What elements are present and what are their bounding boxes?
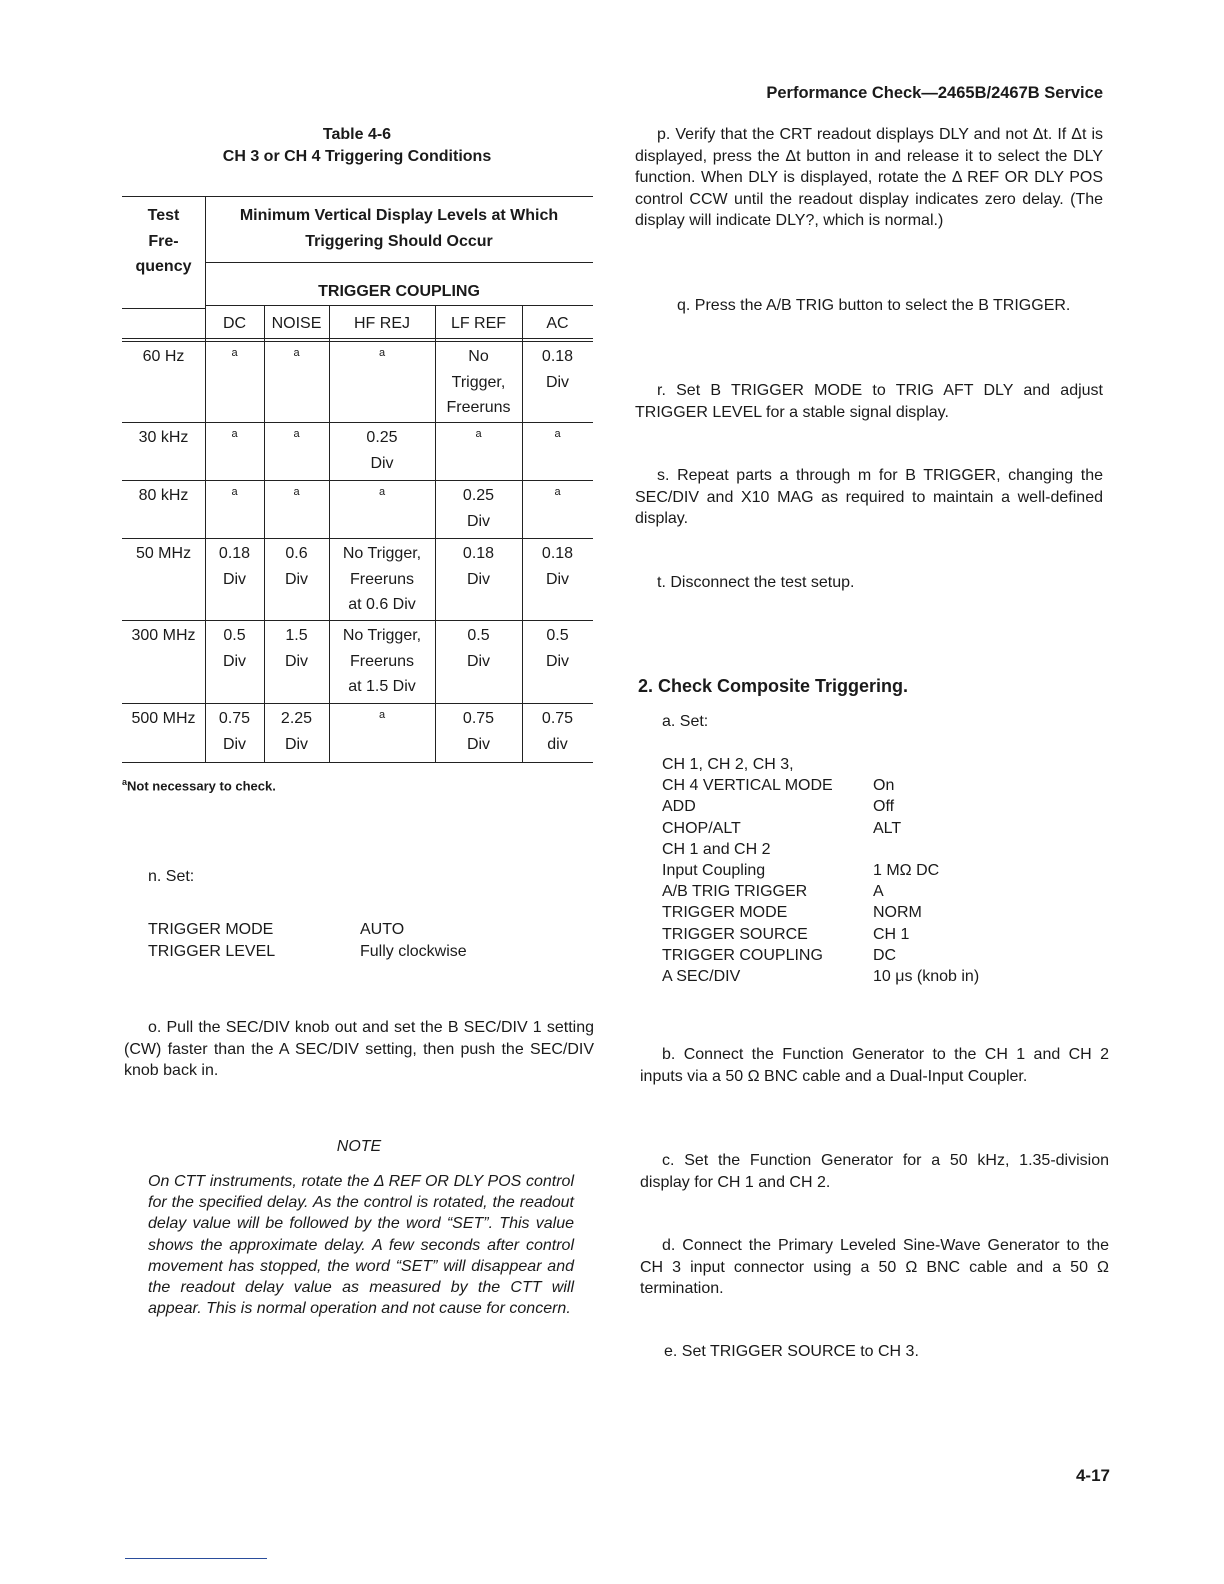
table-cell: Div	[370, 454, 394, 472]
vertical-levels-header: Triggering Should Occur	[305, 232, 493, 250]
setting-value: DC	[873, 946, 897, 964]
setting-name: TRIGGER MODE	[662, 904, 788, 922]
table-cell: Div	[466, 570, 491, 588]
bottom-rule	[125, 1558, 267, 1559]
setting-name: CHOP/ALT	[662, 819, 741, 837]
setting-name: TRIGGER COUPLING	[662, 946, 823, 964]
column-header: HF REJ	[354, 315, 410, 332]
table-cell: Freeruns	[349, 652, 415, 670]
column-header: NOISE	[271, 315, 322, 332]
table-cell: 0.75	[462, 710, 495, 727]
step-c-text: c. Set the Function Generator for a 50 kHz, 1.35-division display for CH 1 and CH 2.	[640, 1152, 1109, 1191]
frequency-cell: 30 kHz	[138, 429, 189, 446]
frequency-cell: 50 MHz	[135, 545, 192, 562]
step-r-text: r. Set B TRIGGER MODE to TRIG AFT DLY and adjust TRIGGER LEVEL for a stable signal display.	[635, 382, 1103, 421]
table-cell: Div	[545, 373, 570, 391]
setting-name: CH 1 and CH 2	[662, 840, 771, 858]
table-cell: Div	[284, 652, 309, 670]
test-frequency-header: quency	[135, 258, 192, 275]
step-s-text: s. Repeat parts a through m for B TRIGGER, changing the SEC/DIV and X10 MAG as required to maintain a well-defined display.	[635, 467, 1103, 527]
test-frequency-header: Test	[147, 207, 180, 224]
table-cell: Freeruns	[446, 399, 511, 416]
table-cell: No	[468, 348, 489, 365]
table-cell: Freeruns	[349, 570, 415, 588]
table-cell: Div	[222, 735, 247, 753]
note-text: On CTT instruments, rotate the Δ REF OR DLY POS control for the specified delay. As the control is rotated, the readout delay value will be followed by the word “SET”. This value shows the approximate delay. A few seconds after control movement has stopped, the word “SET” will disappear and the readout delay value as measured by the CTT will appear. This is normal operation and not cause for concern.	[148, 1173, 574, 1318]
step-b-text: b. Connect the Function Generator to the CH 1 and CH 2 inputs via a 50 Ω BNC cable and a Dual-Input Coupler.	[640, 1046, 1109, 1085]
not-necessary-marker: a	[378, 486, 386, 498]
not-necessary-marker: a	[231, 347, 238, 359]
step-a-label: a. Set:	[662, 713, 709, 730]
section-heading: 2. Check Composite Triggering.	[638, 676, 909, 696]
table-cell: 0.18	[541, 348, 574, 365]
table-cell: No Trigger,	[342, 545, 422, 562]
table-cell: Trigger,	[451, 373, 506, 391]
not-necessary-marker: a	[293, 428, 300, 440]
table-cell: Div	[466, 735, 491, 753]
table-cell: 0.75	[218, 710, 251, 727]
setting-name: CH 1, CH 2, CH 3,	[662, 756, 794, 773]
table-rule	[205, 262, 593, 263]
table-cell: 0.75	[541, 710, 574, 727]
table-cell: Div	[466, 652, 491, 670]
not-necessary-marker: a	[293, 347, 300, 359]
setting-name: ADD	[662, 798, 696, 816]
not-necessary-marker: a	[475, 428, 482, 440]
vertical-levels-header: Minimum Vertical Display Levels at Which	[239, 207, 559, 224]
table-top-rule	[122, 196, 593, 197]
step-p-text: p. Verify that the CRT readout displays DLY and not Δt. If Δt is displayed, press the Δt button in and release it to select the DLY function. When DLY is displayed, rotate the Δ REF OR DLY POS control CCW until the readout display indicates zero delay. (The display will indicate DLY?, which is normal.)	[635, 126, 1103, 229]
table-rule	[122, 308, 205, 309]
table-cell: div	[547, 735, 568, 753]
step-d-text: d. Connect the Primary Leveled Sine-Wave Generator to the CH 3 input connector using a 50 Ω BNC cable and a 50 Ω termination.	[640, 1237, 1109, 1297]
setting-value: ALT	[873, 819, 902, 837]
table-cell: at 0.6 Div	[348, 596, 416, 613]
table-title: CH 3 or CH 4 Triggering Conditions	[222, 148, 492, 165]
column-header: AC	[546, 315, 569, 332]
running-header: Performance Check—2465B/2467B Service	[766, 84, 1103, 102]
frequency-cell: 500 MHz	[131, 710, 196, 727]
setting-value: Fully clockwise	[360, 942, 467, 960]
table-cell: 0.6	[285, 545, 308, 562]
not-necessary-marker: a	[554, 428, 561, 440]
setting-value: Off	[873, 798, 895, 816]
table-cell: 0.25	[366, 429, 398, 446]
table-cell: 1.5	[285, 627, 308, 644]
setting-value: On	[873, 777, 895, 795]
setting-value: A	[873, 883, 884, 901]
page-number: 4-17	[1075, 1466, 1110, 1485]
frequency-cell: 80 kHz	[138, 487, 189, 504]
frequency-cell: 60 Hz	[142, 348, 185, 365]
table-cell: 0.5	[223, 627, 246, 644]
table-cell: at 1.5 Div	[348, 678, 416, 695]
setting-value: CH 1	[873, 925, 910, 943]
step-o-text: o. Pull the SEC/DIV knob out and set the B SEC/DIV 1 setting (CW) faster than the A SEC/DIV setting, then push the SEC/DIV knob back in.	[124, 1019, 594, 1079]
table-number: Table 4-6	[322, 126, 392, 143]
table-cell: 0.5	[546, 627, 569, 644]
setting-value: 1 MΩ DC	[873, 862, 940, 879]
table-cell: Div	[284, 570, 309, 588]
table-cell: Div	[545, 570, 570, 588]
table-cell: 0.18	[541, 545, 574, 562]
table-col-rule	[264, 305, 265, 762]
not-necessary-marker: a	[378, 709, 386, 721]
column-header: LF REF	[450, 315, 507, 332]
setting-name: TRIGGER LEVEL	[148, 942, 276, 960]
table-footnote: $^a$Not necessary to check.	[122, 777, 276, 794]
setting-name: Input Coupling	[662, 862, 766, 879]
not-necessary-marker: a	[554, 486, 561, 498]
setting-name: CH 4 VERTICAL MODE	[662, 777, 833, 795]
setting-name: TRIGGER MODE	[148, 921, 274, 938]
not-necessary-marker: a	[231, 486, 238, 498]
setting-name: A/B TRIG TRIGGER	[662, 883, 808, 901]
setting-name: A SEC/DIV	[662, 968, 741, 985]
step-n-label: n. Set:	[148, 868, 195, 885]
setting-name: TRIGGER SOURCE	[662, 925, 808, 943]
table-cell: Div	[545, 652, 570, 670]
not-necessary-marker: a	[293, 486, 300, 498]
trigger-coupling-header: TRIGGER COUPLING	[318, 283, 480, 300]
setting-value: NORM	[873, 904, 922, 922]
not-necessary-marker: a	[231, 428, 238, 440]
table-cell: Div	[466, 512, 491, 530]
table-cell: 0.5	[467, 627, 490, 644]
table-cell: 0.18	[462, 545, 495, 562]
test-frequency-header: Fre-	[148, 232, 179, 250]
setting-value: AUTO	[360, 921, 405, 938]
table-cell: No Trigger,	[342, 627, 422, 644]
table-cell: 0.25	[462, 487, 495, 504]
step-t-text: t. Disconnect the test setup.	[657, 574, 855, 591]
step-e-text: e. Set TRIGGER SOURCE to CH 3.	[664, 1343, 919, 1360]
table-cell: 0.18	[218, 545, 251, 562]
table-cell: Div	[284, 735, 309, 753]
table-cell: 2.25	[280, 710, 313, 727]
table-row-rule	[122, 762, 593, 763]
table-cell: Div	[222, 652, 247, 670]
setting-value: 10 μs (knob in)	[873, 968, 980, 985]
note-title: NOTE	[336, 1138, 382, 1155]
table-cell: Div	[222, 570, 247, 588]
column-header: DC	[222, 315, 247, 332]
not-necessary-marker: a	[378, 347, 386, 359]
frequency-cell: 300 MHz	[131, 627, 196, 644]
step-q-text: q. Press the A/B TRIG button to select the B TRIGGER.	[677, 297, 1071, 314]
